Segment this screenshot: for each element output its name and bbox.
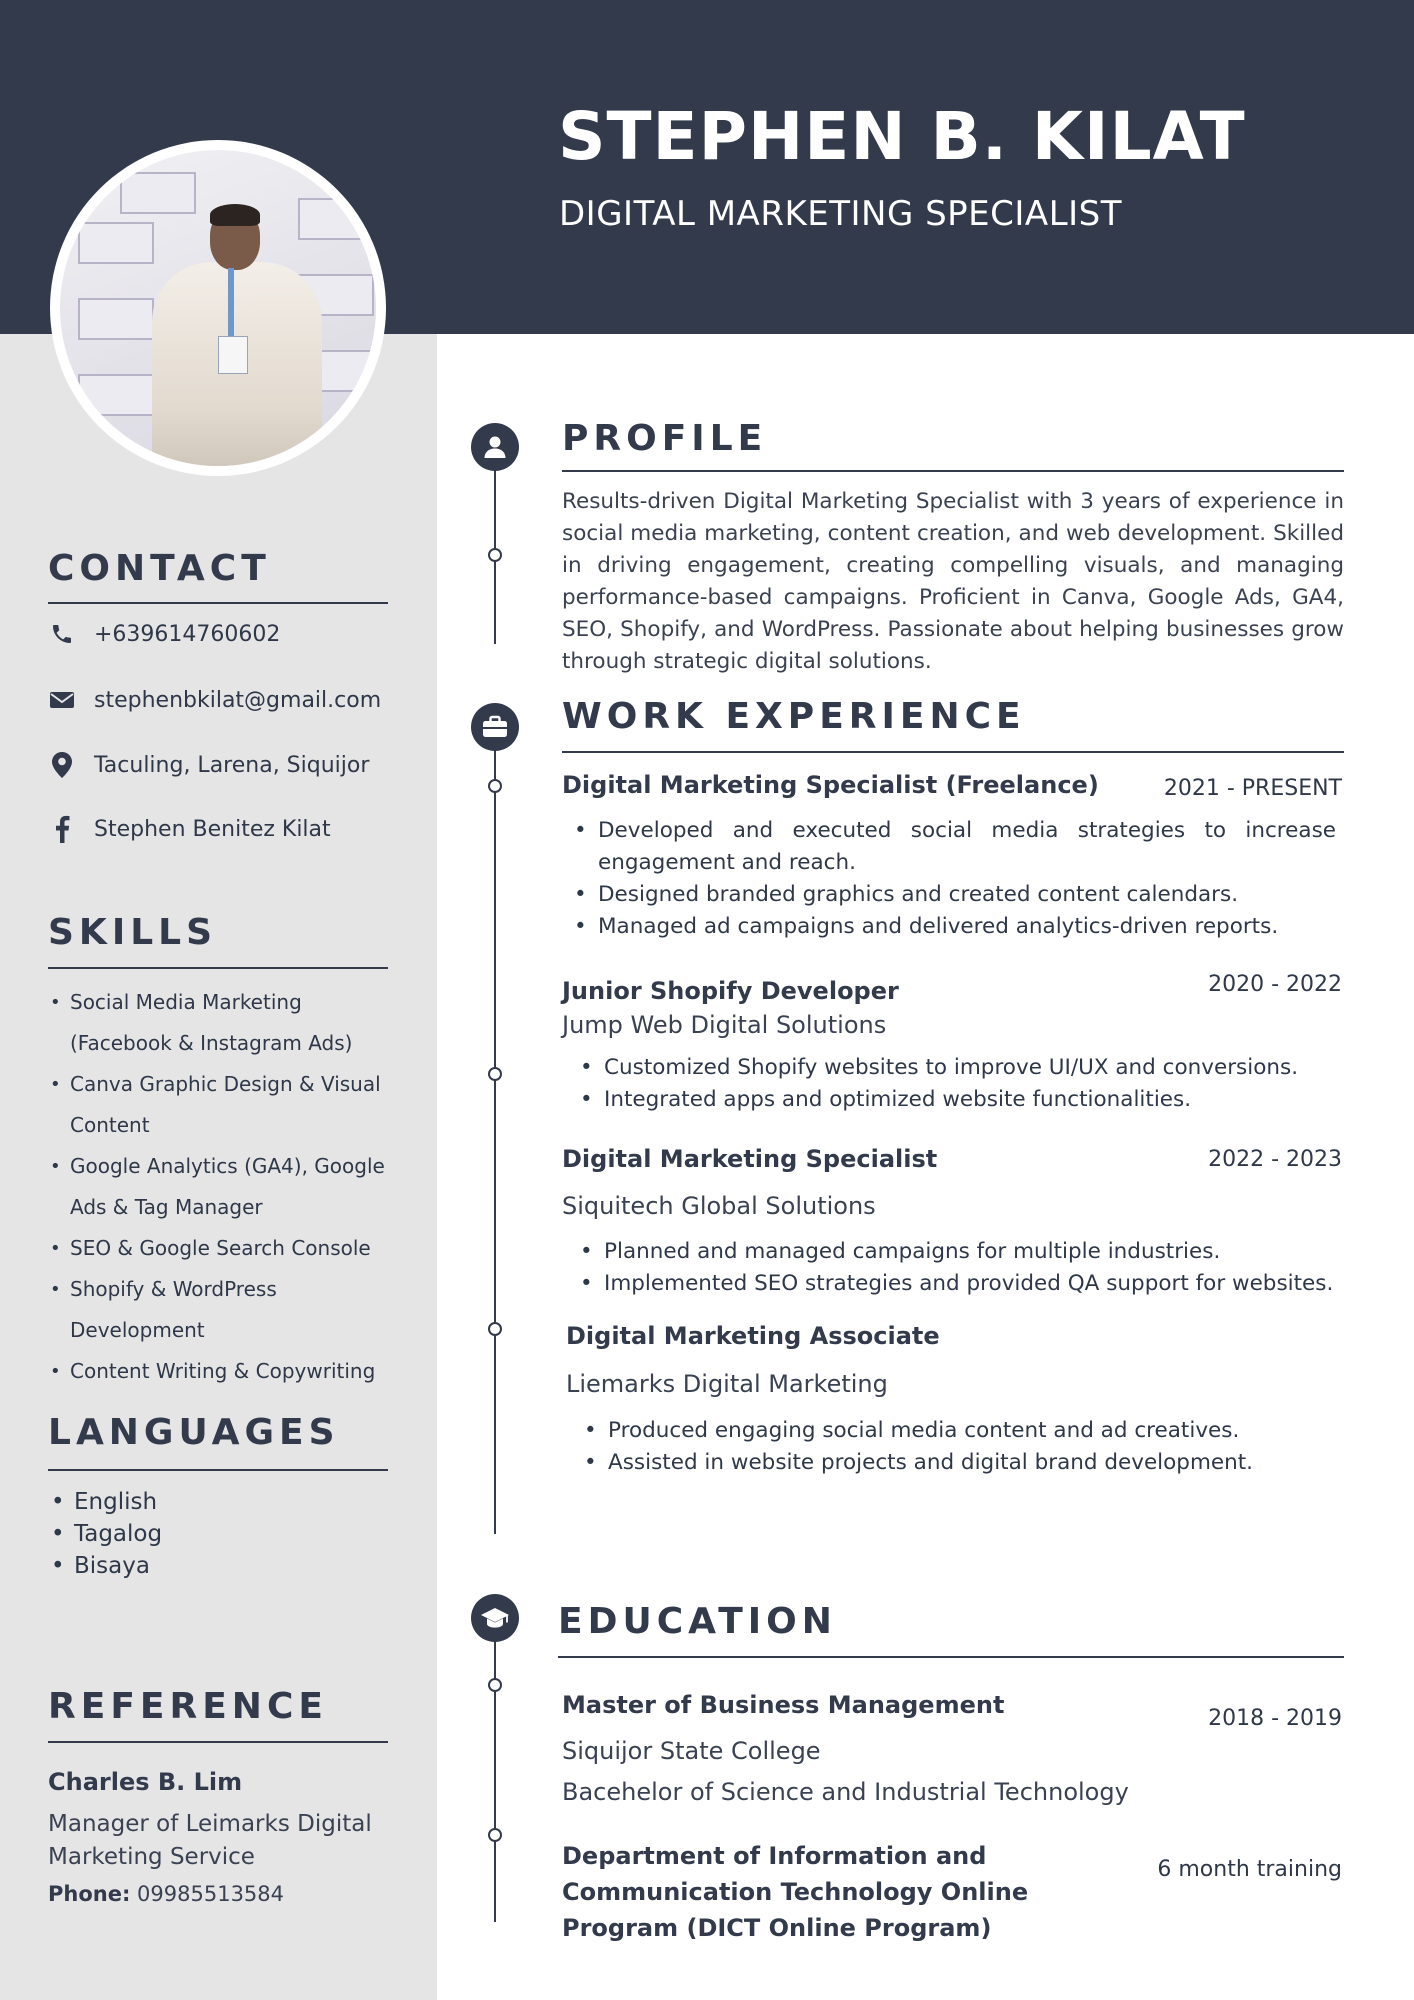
job-company: Liemarks Digital Marketing (566, 1370, 888, 1398)
job-title: Junior Shopify Developer (562, 977, 899, 1005)
education-degree: Master of Business Management (562, 1691, 1005, 1719)
languages-divider (48, 1469, 388, 1471)
job-bullet: • Designed branded graphics and created content calendars. (564, 879, 1336, 911)
job-bullet: • Managed ad campaigns and delivered analytics-driven reports. (564, 911, 1336, 943)
education-section-icon (471, 1594, 519, 1642)
timeline-dot (488, 1678, 502, 1692)
profile-photo (50, 140, 386, 476)
applicant-title: DIGITAL MARKETING SPECIALIST (559, 194, 1123, 234)
skills-list (48, 982, 388, 1392)
profile-heading: PROFILE (562, 418, 768, 459)
languages-heading: LANGUAGES (48, 1412, 340, 1453)
education-heading: EDUCATION (558, 1601, 837, 1642)
reference-phone-label: Phone: (48, 1882, 131, 1906)
language-item: • Bisaya (48, 1550, 162, 1582)
timeline-dot (488, 1067, 502, 1081)
contact-email-text: stephenbkilat@gmail.com (94, 687, 382, 713)
skill-item: • SEO & Google Search Console (48, 1228, 388, 1269)
contact-email[interactable] (48, 686, 381, 714)
profile-section-icon (471, 423, 519, 471)
profile-summary: Results-driven Digital Marketing Specialist with 3 years of experience in social media marketing, content creation, and web development. Skilled in driving engagement, creating compelling visuals, and managing performance-based campaigns. Proficient in Canva, Google Ads, GA4, SEO, Shopify, and WordPress. Passionate about helping businesses grow through strategic digital solutions. (562, 489, 1344, 674)
work-heading: WORK EXPERIENCE (562, 696, 1026, 737)
language-item: • English (48, 1486, 162, 1518)
work-divider (562, 751, 1344, 753)
photo-person-hair (210, 204, 260, 226)
graduation-cap-icon (480, 1606, 510, 1630)
reference-phone-number: 09985513584 (137, 1882, 285, 1906)
job-bullet: • Produced engaging social media content and ad creatives. (574, 1415, 1344, 1447)
reference-role: Manager of Leimarks Digital Marketing Service (48, 1811, 372, 1870)
contact-phone[interactable] (48, 620, 280, 648)
timeline-dot (488, 1322, 502, 1336)
contact-heading: CONTACT (48, 548, 271, 589)
job-bullet: • Implemented SEO strategies and provided QA support for websites. (570, 1268, 1344, 1300)
applicant-name: STEPHEN B. KILAT (558, 98, 1246, 175)
job-company: Jump Web Digital Solutions (562, 1011, 887, 1039)
timeline-dot (488, 1828, 502, 1842)
photo-lanyard (228, 268, 234, 338)
reference-heading: REFERENCE (48, 1686, 328, 1727)
profile-divider (562, 470, 1344, 472)
languages-list (48, 1486, 162, 1582)
profile-photo-image (60, 150, 376, 466)
contact-divider (48, 602, 388, 604)
timeline-line-education (494, 1630, 496, 1922)
education-divider (558, 1656, 1344, 1658)
job-date: 2021 - PRESENT (1163, 776, 1342, 801)
skills-heading: SKILLS (48, 912, 218, 953)
contact-phone-text: +639614760602 (94, 621, 281, 647)
job-bullet: • Assisted in website projects and digital brand development. (574, 1447, 1344, 1479)
education-date: 2018 - 2019 (1208, 1706, 1342, 1731)
job-bullets (570, 1052, 1344, 1116)
briefcase-icon (481, 715, 509, 739)
envelope-icon (48, 686, 76, 714)
timeline-line-work (494, 724, 496, 1534)
facebook-icon (48, 815, 76, 843)
contact-facebook-text: Stephen Benitez Kilat (94, 816, 331, 842)
skill-item: • Social Media Marketing (Facebook & Instagram Ads) (48, 982, 388, 1064)
job-title: Digital Marketing Specialist (562, 1145, 938, 1173)
skill-item: • Google Analytics (GA4), Google Ads & Tag Manager (48, 1146, 388, 1228)
timeline-dot (488, 548, 502, 562)
job-company: Siquitech Global Solutions (562, 1192, 876, 1220)
reference-name: Charles B. Lim (48, 1768, 243, 1796)
education-duration: 6 month training (1157, 1857, 1342, 1882)
photo-backdrop-banner (298, 198, 374, 240)
reference-phone (48, 1882, 284, 1906)
skill-item: • Content Writing & Copywriting (48, 1351, 388, 1392)
reference-divider (48, 1741, 388, 1743)
job-date: 2022 - 2023 (1208, 1147, 1342, 1172)
job-bullet: • Planned and managed campaigns for multiple industries. (570, 1236, 1344, 1268)
work-section-icon (471, 703, 519, 751)
photo-backdrop-banner (78, 298, 154, 340)
contact-address (48, 751, 369, 779)
skills-divider (48, 967, 388, 969)
timeline-line-profile (494, 446, 496, 644)
photo-backdrop-banner (78, 222, 154, 264)
education-school: Siquijor State College (562, 1737, 821, 1765)
location-pin-icon (48, 751, 76, 779)
photo-id-card (218, 336, 248, 374)
job-bullets (574, 1415, 1344, 1479)
contact-address-text: Taculing, Larena, Siquijor (94, 752, 370, 778)
timeline-dot (488, 779, 502, 793)
job-bullet: • Developed and executed social media strategies to increase engagement and reach. (564, 815, 1336, 879)
contact-facebook[interactable] (48, 815, 331, 843)
job-bullets (564, 815, 1336, 943)
skill-item: • Canva Graphic Design & Visual Content (48, 1064, 388, 1146)
education-detail: Bacehelor of Science and Industrial Technology (562, 1778, 1129, 1806)
education-program: Department of Information and Communication Technology Online Program (DICT Online Program) (562, 1842, 1029, 1942)
job-title: Digital Marketing Associate (566, 1322, 940, 1350)
phone-icon (48, 620, 76, 648)
job-bullet: • Customized Shopify websites to improve UI/UX and conversions. (570, 1052, 1344, 1084)
photo-backdrop-banner (120, 172, 196, 214)
language-item: • Tagalog (48, 1518, 162, 1550)
job-bullet: • Integrated apps and optimized website functionalities. (570, 1084, 1344, 1116)
job-bullets (570, 1236, 1344, 1300)
job-date: 2020 - 2022 (1208, 972, 1342, 997)
user-icon (482, 434, 508, 460)
photo-backdrop-banner (78, 374, 154, 416)
job-title: Digital Marketing Specialist (Freelance) (562, 771, 1099, 799)
skill-item: • Shopify & WordPress Development (48, 1269, 388, 1351)
